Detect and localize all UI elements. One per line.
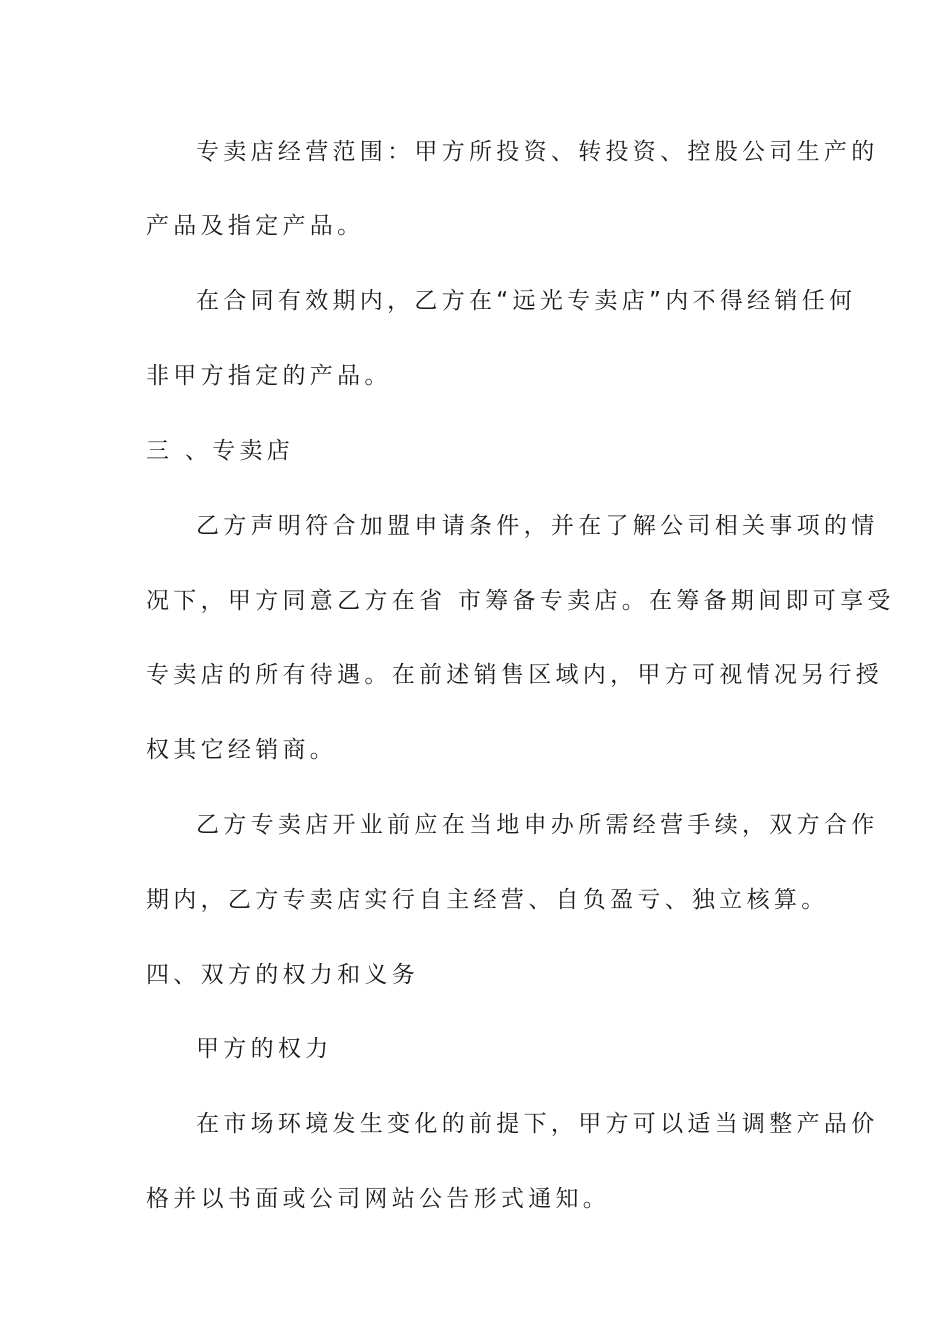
- paragraph-price-adjustment-cont: 格并以书面或公司网站公告形式通知。: [146, 1186, 611, 1212]
- subheading-party-a-rights: 甲方的权力: [196, 1036, 333, 1062]
- paragraph-opening-cont: 期内，乙方专卖店实行自主经营、自负盈亏、独立核算。: [146, 887, 829, 913]
- paragraph-business-scope: 专卖店经营范围：甲方所投资、转投资、控股公司生产的: [196, 139, 879, 165]
- section-heading-rights: 四、双方的权力和义务: [146, 962, 419, 988]
- paragraph-opening: 乙方专卖店开业前应在当地申办所需经营手续，双方合作: [196, 812, 879, 838]
- paragraph-contract-period: 在合同有效期内，乙方在“远光专卖店”内不得经销任何: [196, 288, 857, 314]
- paragraph-declaration-cont-2: 专卖店的所有待遇。在前述销售区域内，甲方可视情况另行授: [146, 662, 884, 688]
- paragraph-declaration-cont-3: 权其它经销商。: [146, 737, 338, 763]
- paragraph-declaration: 乙方声明符合加盟申请条件，并在了解公司相关事项的情: [196, 513, 879, 539]
- section-heading-store: 三 、专卖店: [146, 438, 295, 464]
- paragraph-declaration-cont-1: 况下，甲方同意乙方在省 市筹备专卖店。在筹备期间即可享受: [146, 588, 895, 614]
- paragraph-contract-period-cont: 非甲方指定的产品。: [146, 363, 392, 389]
- paragraph-price-adjustment: 在市场环境发生变化的前提下，甲方可以适当调整产品价: [196, 1111, 879, 1137]
- paragraph-business-scope-cont: 产品及指定产品。: [146, 213, 365, 239]
